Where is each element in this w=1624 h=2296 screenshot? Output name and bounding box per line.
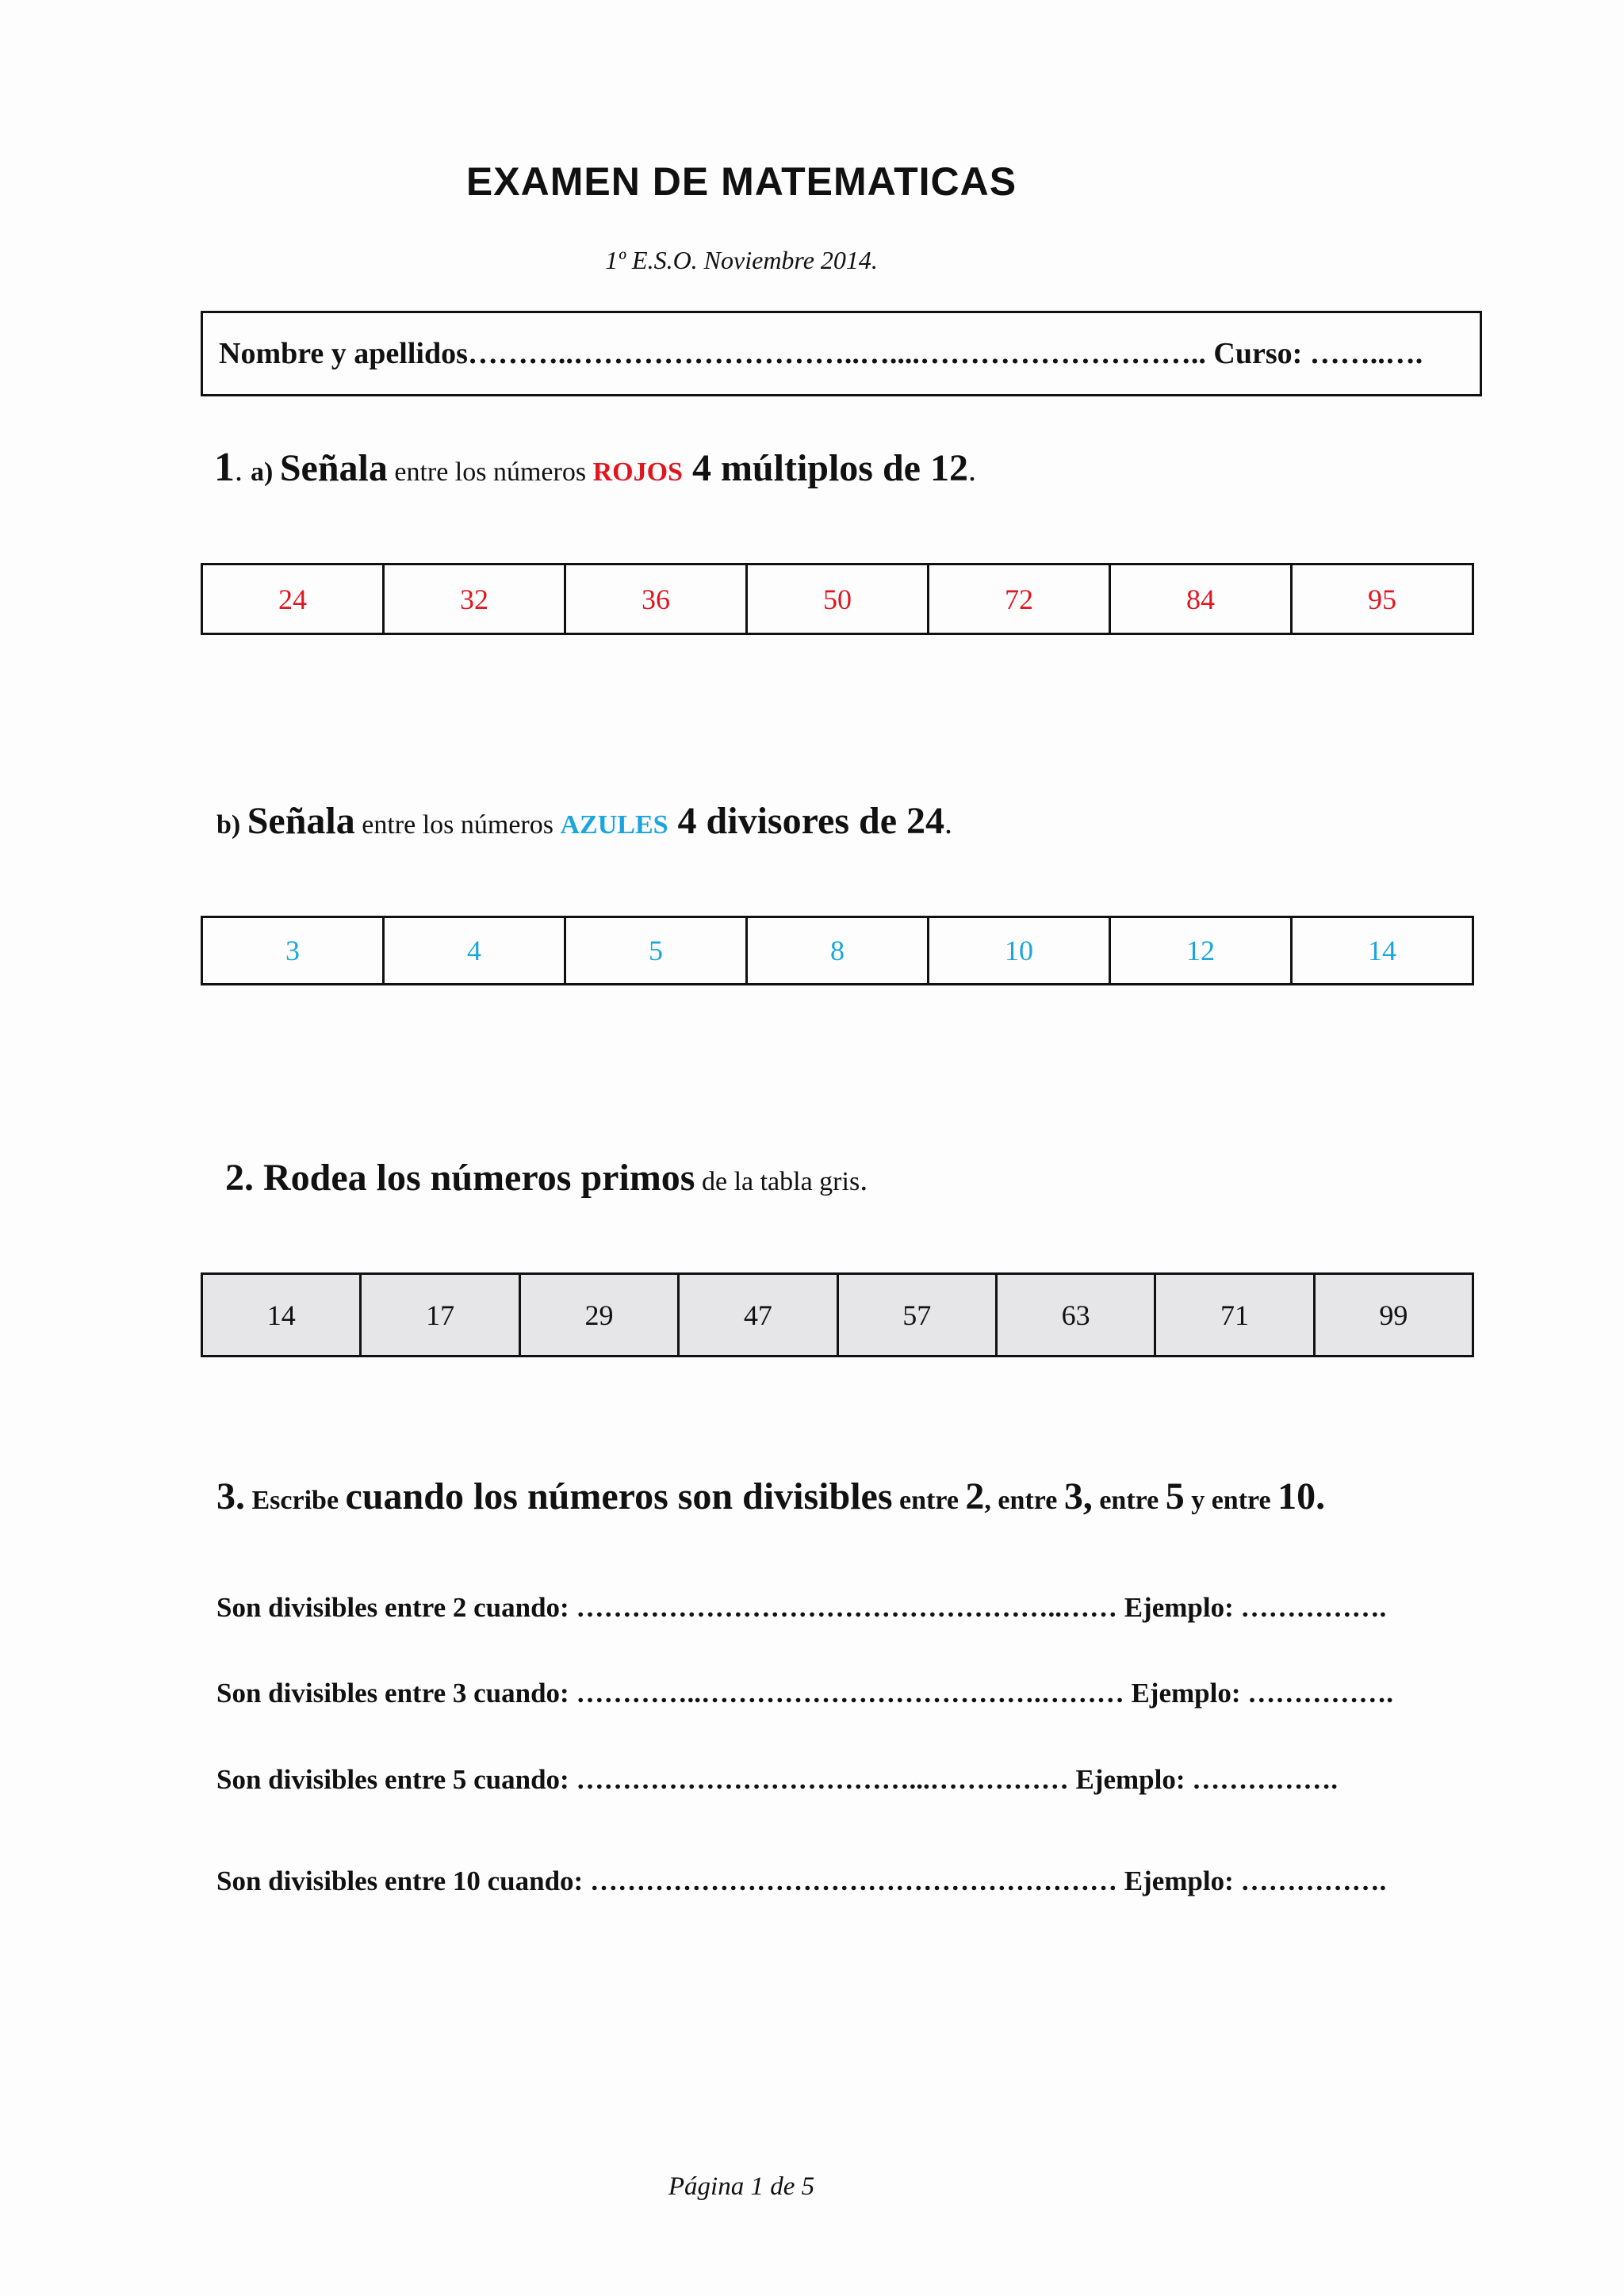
question-bold-text: 4 divisores de 24 bbox=[668, 800, 945, 842]
question-1b bbox=[216, 799, 952, 843]
red-numbers-table bbox=[201, 563, 1474, 635]
number-cell[interactable]: 29 bbox=[519, 1274, 678, 1357]
question-text: Escribe bbox=[245, 1486, 346, 1515]
question-end: . bbox=[967, 452, 976, 488]
table-row bbox=[202, 564, 1473, 634]
question-verb: Señala bbox=[279, 447, 388, 489]
gray-numbers-table bbox=[201, 1272, 1474, 1357]
question-text: entre los números bbox=[354, 810, 561, 840]
number-cell[interactable]: 17 bbox=[361, 1274, 519, 1357]
question-bold-text: cuando los números son divisibles bbox=[345, 1475, 893, 1517]
number-cell[interactable]: 5 bbox=[565, 917, 747, 985]
number-cell[interactable]: 10 bbox=[929, 917, 1110, 985]
table-row bbox=[202, 1274, 1473, 1357]
exam-title: EXAMEN DE MATEMATICAS bbox=[465, 159, 1017, 204]
question-2 bbox=[225, 1156, 868, 1200]
question-end: . bbox=[944, 805, 953, 840]
question-number: 2. bbox=[225, 1157, 254, 1199]
question-part: b) bbox=[216, 810, 247, 840]
number-cell[interactable]: 84 bbox=[1110, 564, 1292, 634]
question-end: . bbox=[860, 1161, 868, 1197]
question-3 bbox=[216, 1475, 1325, 1518]
divisor-number: 2 bbox=[965, 1475, 985, 1517]
color-word-blue: AZULES bbox=[560, 810, 668, 840]
question-text: entre bbox=[892, 1486, 966, 1515]
number-cell[interactable]: 12 bbox=[1110, 917, 1292, 985]
divisor-number: 10. bbox=[1277, 1475, 1326, 1517]
number-cell[interactable]: 63 bbox=[996, 1274, 1155, 1357]
number-cell[interactable]: 14 bbox=[202, 1274, 361, 1357]
number-cell[interactable]: 95 bbox=[1292, 564, 1473, 634]
number-cell[interactable]: 32 bbox=[384, 564, 565, 634]
answer-line-10[interactable]: Son divisibles entre 10 cuando: ………………………………………………… Ejemplo: ……………. bbox=[216, 1866, 1387, 1896]
divisor-number: 3, bbox=[1063, 1475, 1093, 1517]
number-cell[interactable]: 57 bbox=[837, 1274, 996, 1357]
question-part: a) bbox=[251, 457, 280, 487]
question-number: 3. bbox=[216, 1475, 245, 1517]
number-cell[interactable]: 8 bbox=[747, 917, 929, 985]
number-cell[interactable]: 71 bbox=[1155, 1274, 1314, 1357]
question-text: entre bbox=[1092, 1486, 1166, 1515]
number-cell[interactable]: 3 bbox=[202, 917, 384, 985]
number-cell[interactable]: 14 bbox=[1292, 917, 1473, 985]
answer-line-5[interactable]: Son divisibles entre 5 cuando: ………………………………...…………… Ejemplo: ……………. bbox=[216, 1764, 1338, 1795]
number-cell[interactable]: 47 bbox=[679, 1274, 837, 1357]
blue-numbers-table bbox=[201, 916, 1474, 985]
divisor-number: 5 bbox=[1165, 1475, 1185, 1517]
exam-subtitle: 1º E.S.O. Noviembre 2014. bbox=[605, 246, 878, 274]
number-cell[interactable]: 4 bbox=[384, 917, 565, 985]
answer-line-2[interactable]: Son divisibles entre 2 cuando: ……………………………………………..…… Ejemplo: ……………. bbox=[216, 1592, 1387, 1623]
question-number: 1 bbox=[214, 445, 235, 490]
page-number: Página 1 de 5 bbox=[668, 2172, 815, 2201]
number-cell[interactable]: 50 bbox=[747, 564, 929, 634]
number-cell[interactable]: 36 bbox=[565, 564, 747, 634]
question-1a bbox=[214, 444, 976, 491]
name-field-label: Nombre y apellidos………..………………………..…....……………………….. Curso: ……..…. bbox=[219, 337, 1423, 370]
color-word-red: ROJOS bbox=[592, 457, 683, 487]
question-text: , entre bbox=[984, 1486, 1064, 1515]
question-bold-text: 4 múltiplos de 12 bbox=[682, 447, 968, 489]
question-text: y entre bbox=[1184, 1486, 1278, 1515]
question-text: de la tabla gris bbox=[695, 1167, 860, 1196]
table-row bbox=[202, 917, 1473, 985]
question-bold-text: Rodea los números primos bbox=[254, 1157, 695, 1199]
number-cell[interactable]: 24 bbox=[202, 564, 384, 634]
answer-line-3[interactable]: Son divisibles entre 3 cuando: …………..……………………………….……… Ejemplo: ……………. bbox=[216, 1678, 1393, 1709]
question-text: entre los números bbox=[387, 457, 593, 487]
name-field-box[interactable] bbox=[201, 311, 1482, 396]
number-cell[interactable]: 72 bbox=[929, 564, 1110, 634]
number-cell[interactable]: 99 bbox=[1314, 1274, 1473, 1357]
question-dot: . bbox=[235, 452, 251, 488]
question-verb: Señala bbox=[247, 800, 355, 842]
